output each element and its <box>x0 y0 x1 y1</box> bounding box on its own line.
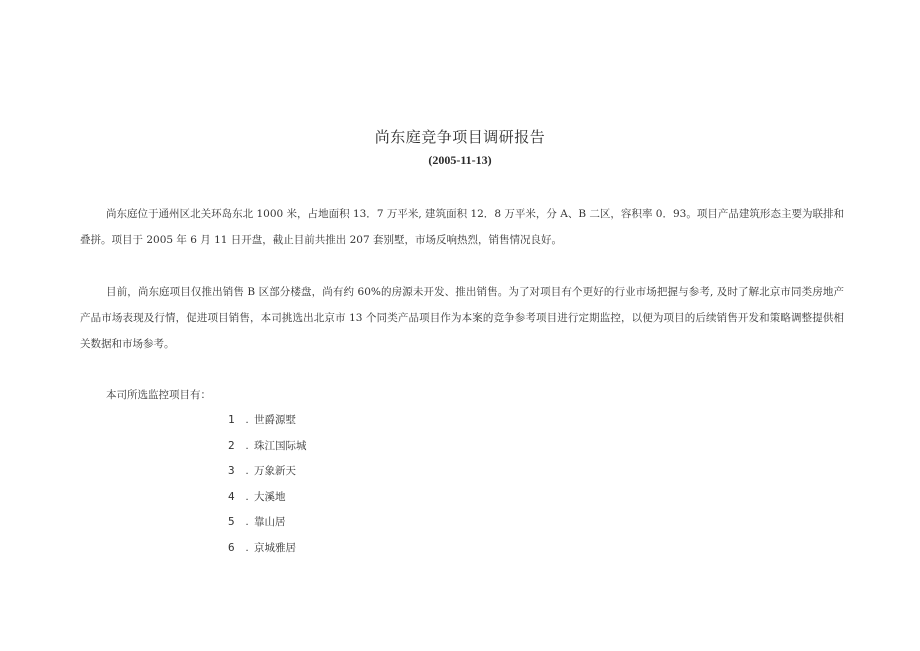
list-item-number: 2 <box>228 438 235 452</box>
list-item: 3 . 万象新天 <box>228 458 307 484</box>
list-item: 5 . 靠山居 <box>228 509 307 535</box>
paragraph-overview: 尚东庭位于通州区北关环岛东北 1000 米，占地面积 13．7 万平米, 建筑面积 12．8 万平米，分 A、B 二区，容积率 0．93。项目产品建筑形态主要为联排和叠拼。项目于 2005 年 6 月 11 日开盘，截止目前共推出 207 套别墅，市场反响热烈，销售情况良好。 <box>80 208 844 246</box>
list-item-name: 世爵源墅 <box>254 414 296 426</box>
list-item-name: 大溪地 <box>254 490 286 503</box>
list-item-number: 3 <box>228 464 235 478</box>
paragraph-purpose: 目前，尚东庭项目仅推出销售 B 区部分楼盘，尚有约 60%的房源未开发、推出销售。为了对项目有个更好的行业市场把握与参考, 及时了解北京市同类房地产产品市场表现及行情，促进项目销售，本司挑选出北京市 13 个同类产品项目作为本案的竞争参考项目进行定期监控，以便为项目的后续销售开发和策略调整提供相关数据和市场参考。 <box>80 286 844 350</box>
list-item-number: 5 <box>228 515 235 529</box>
list-intro: 本司所选监控项目有： <box>106 389 211 401</box>
list-item-name: 万象新天 <box>254 465 296 478</box>
project-list <box>228 407 307 561</box>
list-item: 1 . 世爵源墅 <box>228 407 307 433</box>
list-item: 4 . 大溪地 <box>228 484 307 510</box>
list-item-number: 4 <box>228 489 235 503</box>
list-item-name: 靠山居 <box>254 516 286 529</box>
report-title: 尚东庭竞争项目调研报告 <box>374 128 546 146</box>
list-item-name: 珠江国际城 <box>254 439 307 452</box>
list-item-number: 6 <box>228 540 235 554</box>
list-item: 6 . 京城雅居 <box>228 535 307 561</box>
list-item: 2 . 珠江国际城 <box>228 433 307 459</box>
list-item-name: 京城雅居 <box>254 541 296 554</box>
list-item-number: 1 <box>228 413 235 426</box>
report-date: (2005-11-13) <box>428 153 492 167</box>
